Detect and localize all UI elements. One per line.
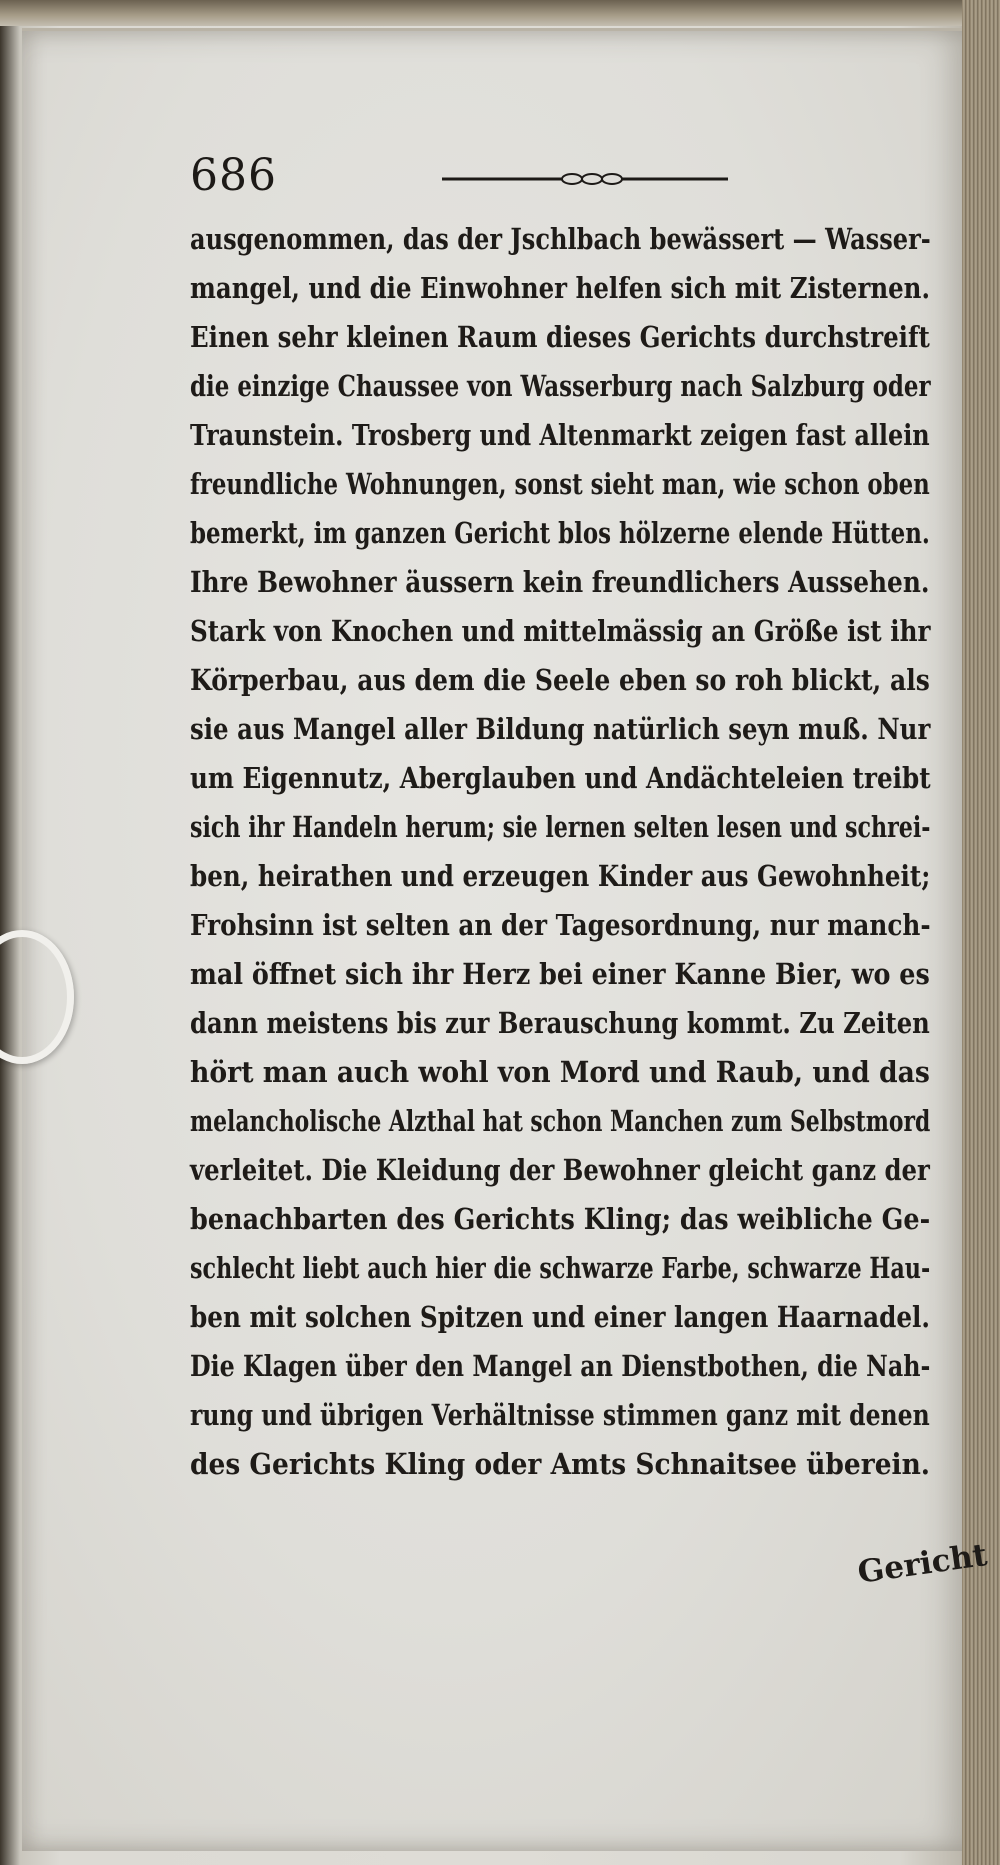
text-line: Stark von Knochen und mittelmässig an Größe ist ihr	[190, 614, 931, 648]
text-line: sich ihr Handeln herum; sie lernen selten lesen und schrei-	[190, 810, 931, 844]
text-line: ausgenommen, das der Jschlbach bewässert — Wasser-	[190, 222, 931, 256]
text-line: schlecht liebt auch hier die schwarze Farbe, schwarze Hau-	[190, 1251, 931, 1285]
text-line: mal öffnet sich ihr Herz bei einer Kanne Bier, wo es	[190, 957, 930, 991]
text-line: des Gerichts Kling oder Amts Schnaitsee überein.	[190, 1447, 931, 1481]
text-line: ben, heirathen und erzeugen Kinder aus Gewohnheit;	[190, 859, 931, 893]
text-line: um Eigennutz, Aberglauben und Andächteleien treibt	[190, 761, 931, 795]
text-line: Einen sehr kleinen Raum dieses Gerichts durchstreift	[190, 320, 930, 354]
text-line: rung und übrigen Verhältnisse stimmen ganz mit denen	[190, 1398, 930, 1432]
text-line: ben mit solchen Spitzen und einer langen Haarnadel.	[190, 1300, 931, 1334]
page-number: 686	[190, 150, 277, 201]
text-line: Ihre Bewohner äussern kein freundlichers Aussehen.	[190, 565, 930, 599]
page-header	[190, 150, 750, 210]
text-line: melancholische Alzthal hat schon Manchen zum Selbstmord	[190, 1104, 931, 1138]
text-line: mangel, und die Einwohner helfen sich mit Zisternen.	[190, 271, 930, 305]
body-text	[190, 215, 950, 1489]
text-line: sie aus Mangel aller Bildung natürlich seyn muß. Nur	[190, 712, 931, 746]
text-line: Traunstein. Trosberg und Altenmarkt zeigen fast allein	[190, 418, 930, 452]
text-line: freundliche Wohnungen, sonst sieht man, wie schon oben	[190, 467, 930, 501]
text-line: Frohsinn ist selten an der Tagesordnung, nur manch-	[190, 908, 931, 942]
text-line: Die Klagen über den Mangel an Dienstbothen, die Nah-	[190, 1349, 931, 1383]
text-line: bemerkt, im ganzen Gericht blos hölzerne elende Hütten.	[190, 516, 930, 550]
book-top-edge	[0, 0, 1000, 26]
text-line: hört man auch wohl von Mord und Raub, und das	[190, 1055, 930, 1089]
text-line: dann meistens bis zur Berauschung kommt. Zu Zeiten	[190, 1006, 930, 1040]
header-rule-ornament	[442, 172, 728, 186]
text-line: die einzige Chaussee von Wasserburg nach Salzburg oder	[190, 369, 931, 403]
text-line: verleitet. Die Kleidung der Bewohner gleicht ganz der	[190, 1153, 930, 1187]
catchword: Gericht	[855, 1537, 990, 1591]
page-block-edge	[962, 0, 1000, 1865]
text-line: benachbarten des Gerichts Kling; das weibliche Ge-	[190, 1202, 931, 1236]
text-line: Körperbau, aus dem die Seele eben so roh blickt, als	[190, 663, 930, 697]
